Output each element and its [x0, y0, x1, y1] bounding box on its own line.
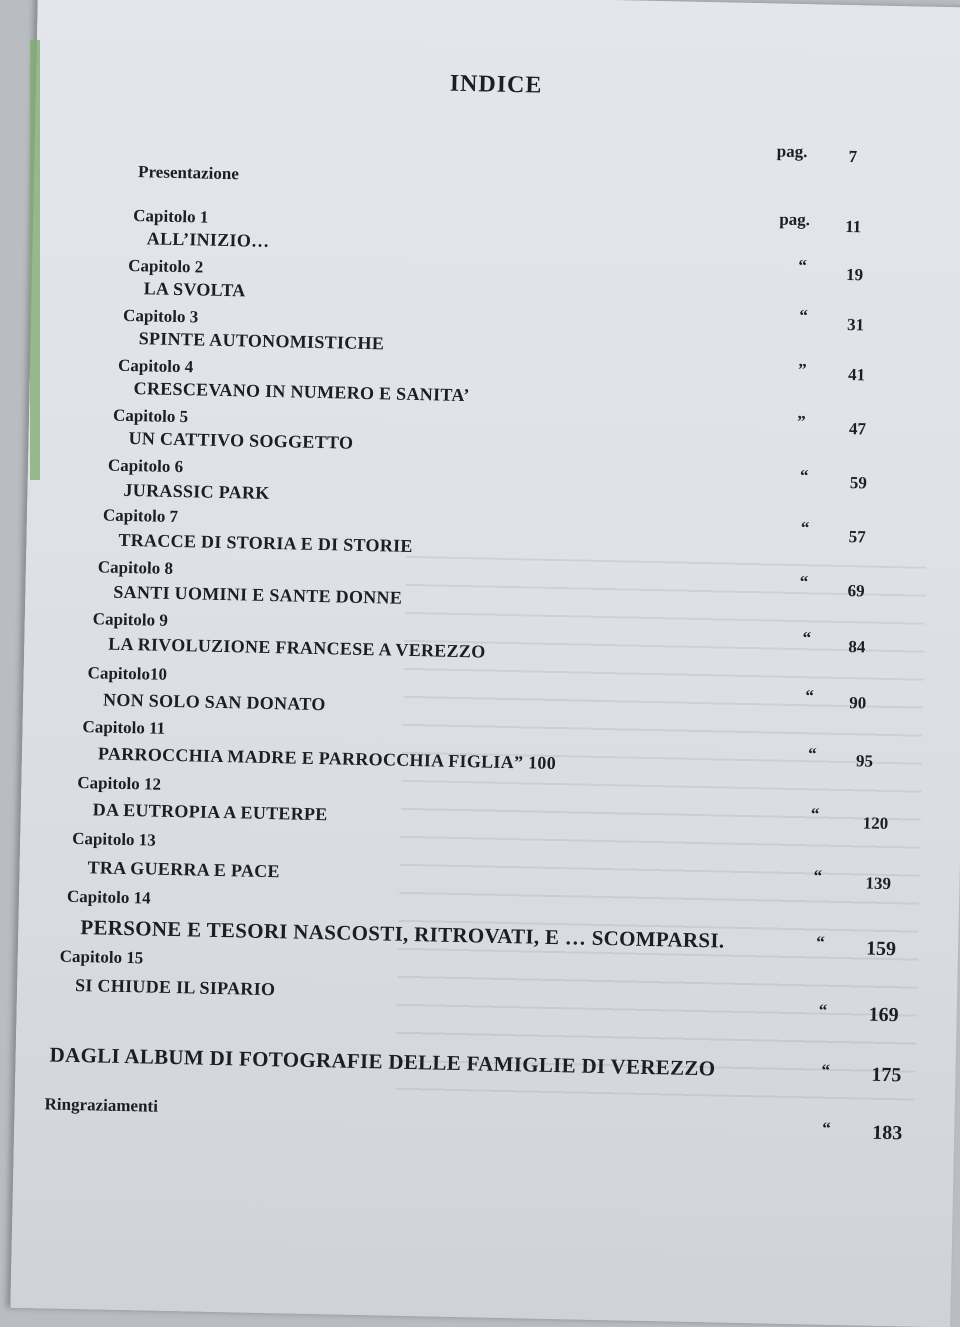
chapter-title: SANTI UOMINI E SANTE DONNE: [113, 581, 403, 608]
chapter-title: TRA GUERRA E PACE: [87, 857, 281, 882]
chapter-mark: “: [799, 306, 809, 326]
chapter-page: 169: [868, 1003, 899, 1027]
chapter-mark: “: [818, 1000, 828, 1020]
album-mark: “: [821, 1060, 831, 1080]
chapter-title: NON SOLO SAN DONATO: [102, 689, 326, 715]
chapter-label: Capitolo 7: [102, 505, 179, 527]
chapter-page: 139: [865, 873, 892, 894]
ringraziamenti-page: 183: [871, 1121, 903, 1145]
chapter-title: PARROCCHIA MADRE E PARROCCHIA FIGLIA” 100: [97, 743, 557, 774]
chapter-mark: ”: [796, 411, 806, 432]
cover-edge: [30, 40, 40, 480]
chapter-label: Capitolo 12: [77, 773, 162, 794]
chapter-page: 11: [844, 216, 862, 237]
chapter-page: 59: [849, 473, 868, 493]
presentazione-label: Presentazione: [137, 162, 240, 184]
chapter-page: 57: [848, 527, 866, 547]
chapter-label: Capitolo 6: [107, 455, 184, 477]
chapter-page: 69: [847, 581, 865, 601]
chapter-label: Capitolo 8: [97, 557, 174, 578]
page-title: INDICE: [449, 70, 543, 99]
chapter-title: PERSONE E TESORI NASCOSTI, RITROVATI, E … SCOMPARSI.: [80, 915, 725, 953]
chapter-label: Capitolo 2: [128, 255, 204, 277]
chapter-mark: “: [805, 686, 815, 706]
chapter-mark: “: [799, 572, 809, 592]
ringraziamenti-label: Ringraziamenti: [44, 1094, 159, 1116]
chapter-mark: “: [807, 744, 817, 764]
chapter-page: 159: [865, 937, 897, 961]
chapter-label: Capitolo10: [87, 663, 168, 684]
chapter-title: LA SVOLTA: [143, 278, 246, 301]
chapter-mark: “: [802, 628, 812, 648]
chapter-page: 120: [862, 813, 889, 833]
chapter-title: UN CATTIVO SOGGETTO: [128, 427, 354, 453]
chapter-label: Capitolo 5: [112, 405, 189, 427]
chapter-mark: pag.: [779, 209, 811, 230]
chapter-label: Capitolo 3: [122, 305, 199, 327]
chapter-title: SPINTE AUTONOMISTICHE: [138, 328, 385, 354]
presentazione-page: 7: [848, 147, 858, 167]
chapter-page: 90: [849, 693, 867, 713]
book-page: [10, 0, 960, 1327]
chapter-mark: “: [815, 932, 825, 952]
chapter-page: 47: [848, 419, 867, 439]
chapter-label: Capitolo 13: [71, 828, 156, 850]
chapter-mark: ”: [797, 360, 807, 380]
chapter-mark: “: [798, 255, 808, 276]
presentazione-pag: pag.: [776, 141, 808, 162]
chapter-title: TRACCE DI STORIA E DI STORIE: [118, 529, 413, 556]
chapter-label: Capitolo 1: [133, 206, 209, 227]
ringraziamenti-mark: “: [822, 1118, 831, 1138]
album-title: DAGLI ALBUM DI FOTOGRAFIE DELLE FAMIGLIE DI VEREZZO: [49, 1042, 716, 1081]
chapter-mark: “: [810, 804, 820, 824]
chapter-page: 31: [846, 315, 865, 335]
chapter-label: Capitolo 9: [92, 609, 169, 630]
chapter-label: Capitolo 14: [66, 886, 151, 908]
chapter-title: JURASSIC PARK: [123, 479, 270, 503]
chapter-title: CRESCEVANO IN NUMERO E SANITA’: [133, 378, 470, 406]
chapter-label: Capitolo 15: [59, 946, 144, 968]
chapter-title: LA RIVOLUZIONE FRANCESE A VEREZZO: [108, 633, 486, 662]
chapter-label: Capitolo 4: [117, 355, 194, 377]
chapter-title: DA EUTROPIA A EUTERPE: [92, 799, 328, 825]
chapter-label: Capitolo 11: [82, 717, 166, 738]
chapter-mark: “: [813, 866, 823, 886]
chapter-page: 95: [855, 751, 874, 771]
chapter-title: SI CHIUDE IL SIPARIO: [74, 974, 276, 1000]
chapter-mark: “: [799, 466, 809, 486]
chapter-page: 84: [848, 637, 866, 657]
chapter-title: ALL’INIZIO…: [146, 228, 270, 251]
chapter-page: 19: [845, 264, 864, 285]
chapter-page: 41: [847, 365, 866, 385]
chapter-mark: “: [800, 518, 810, 538]
album-page: 175: [871, 1063, 902, 1087]
